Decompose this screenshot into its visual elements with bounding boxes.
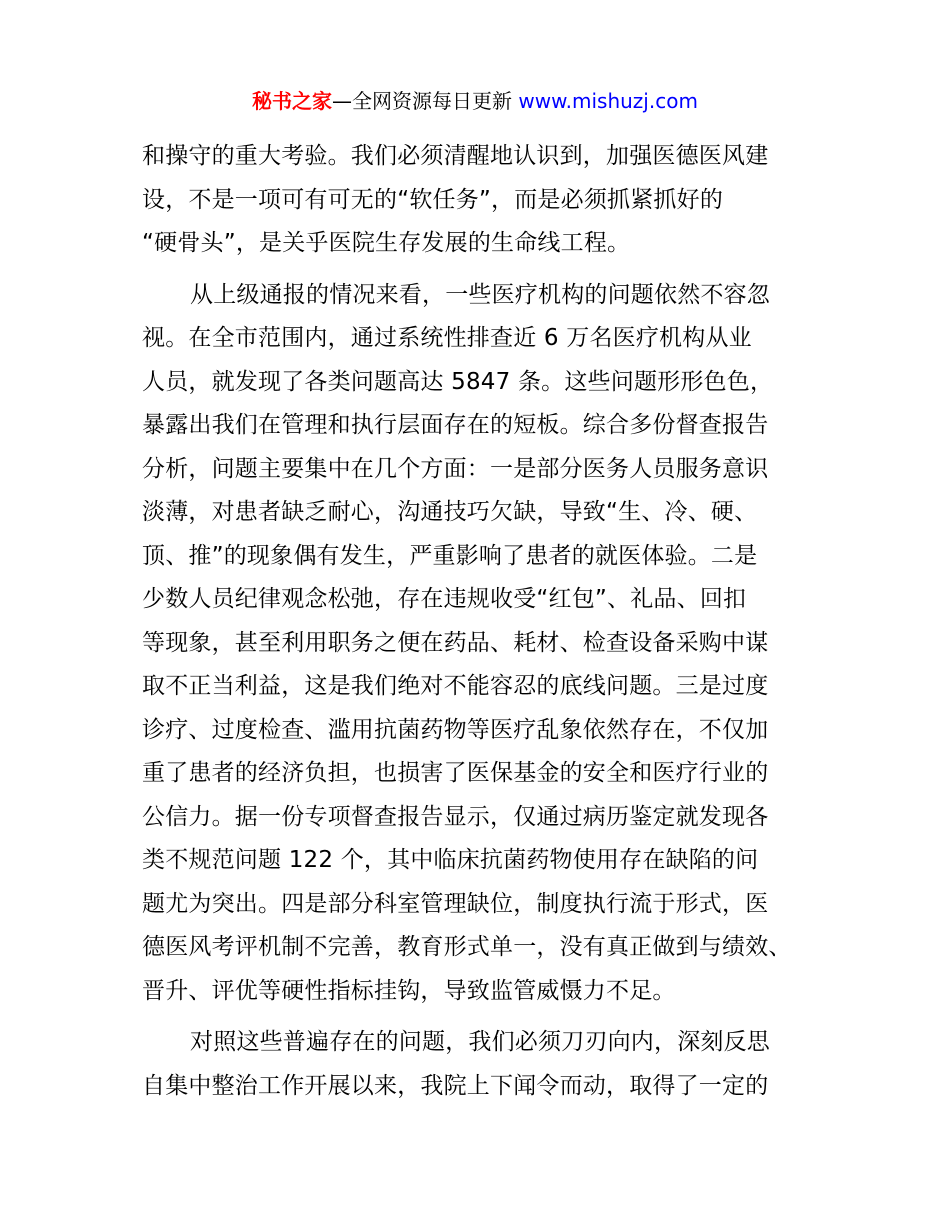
- paragraph-1: [142, 135, 822, 266]
- text-line: 人员，就发现了各类问题高达 5847 条。这些问题形形色色，: [142, 368, 774, 395]
- text-line: 诊疗、过度检查、滥用抗菌药物等医疗乱象依然存在，不仅加: [142, 716, 769, 743]
- text-line: “硬骨头”，是关乎医院生存发展的生命线工程。: [142, 230, 631, 256]
- text-line: 从上级通报的情况来看，一些医疗机构的问题依然不容忽: [190, 281, 770, 308]
- text-line: 重了患者的经济负担，也损害了医保基金的安全和医疗行业的: [142, 760, 769, 786]
- text-line: 自集中整治工作开展以来，我院上下闻令而动，取得了一定的: [142, 1072, 769, 1099]
- text-line: 少数人员纪律观念松弛，存在违规收受“红包”、礼品、回扣: [142, 586, 747, 612]
- text-line: 对照这些普遍存在的问题，我们必须刀刃向内，深刻反思: [190, 1029, 770, 1055]
- text-line: 晋升、评优等硬性指标挂钩，导致监管威慑力不足。: [142, 977, 676, 1004]
- site-header: [0, 86, 950, 116]
- text-line: 暴露出我们在管理和执行层面存在的短板。综合多份督查报告: [142, 412, 769, 438]
- text-line: 取不正当利益，这是我们绝对不能容忍的底线问题。三是过度: [142, 673, 769, 699]
- site-tagline: —全网资源每日更新: [332, 89, 513, 113]
- paragraph-2: [142, 274, 822, 1014]
- text-line: 公信力。据一份专项督查报告显示，仅通过病历鉴定就发现各: [142, 803, 769, 830]
- site-url-link[interactable]: www.mishuzj.com: [518, 89, 698, 113]
- paragraph-3: [142, 1021, 822, 1108]
- text-line: 德医风考评机制不完善，教育形式单一，没有真正做到与绩效、: [142, 934, 792, 960]
- text-line: 分析，问题主要集中在几个方面：一是部分医务人员服务意识: [142, 455, 769, 482]
- document-body: [142, 135, 822, 1116]
- text-line: 和操守的重大考验。我们必须清醒地认识到，加强医德医风建: [142, 143, 769, 169]
- text-line: 视。在全市范围内，通过系统性排查近 6 万名医疗机构从业: [142, 325, 752, 351]
- text-line: 淡薄，对患者缺乏耐心，沟通技巧欠缺，导致“生、冷、硬、: [142, 499, 758, 525]
- text-line: 设，不是一项可有可无的“软任务”，而是必须抓紧抓好的: [142, 186, 724, 213]
- text-line: 类不规范问题 122 个，其中临床抗菌药物使用存在缺陷的问: [142, 847, 759, 873]
- text-line: 等现象，甚至利用职务之便在药品、耗材、检查设备采购中谋: [142, 629, 769, 656]
- text-line: 顶、推”的现象偶有发生，严重影响了患者的就医体验。二是: [142, 542, 758, 569]
- text-line: 题尤为突出。四是部分科室管理缺位，制度执行流于形式，医: [142, 890, 769, 917]
- site-brand: 秘书之家: [252, 89, 333, 113]
